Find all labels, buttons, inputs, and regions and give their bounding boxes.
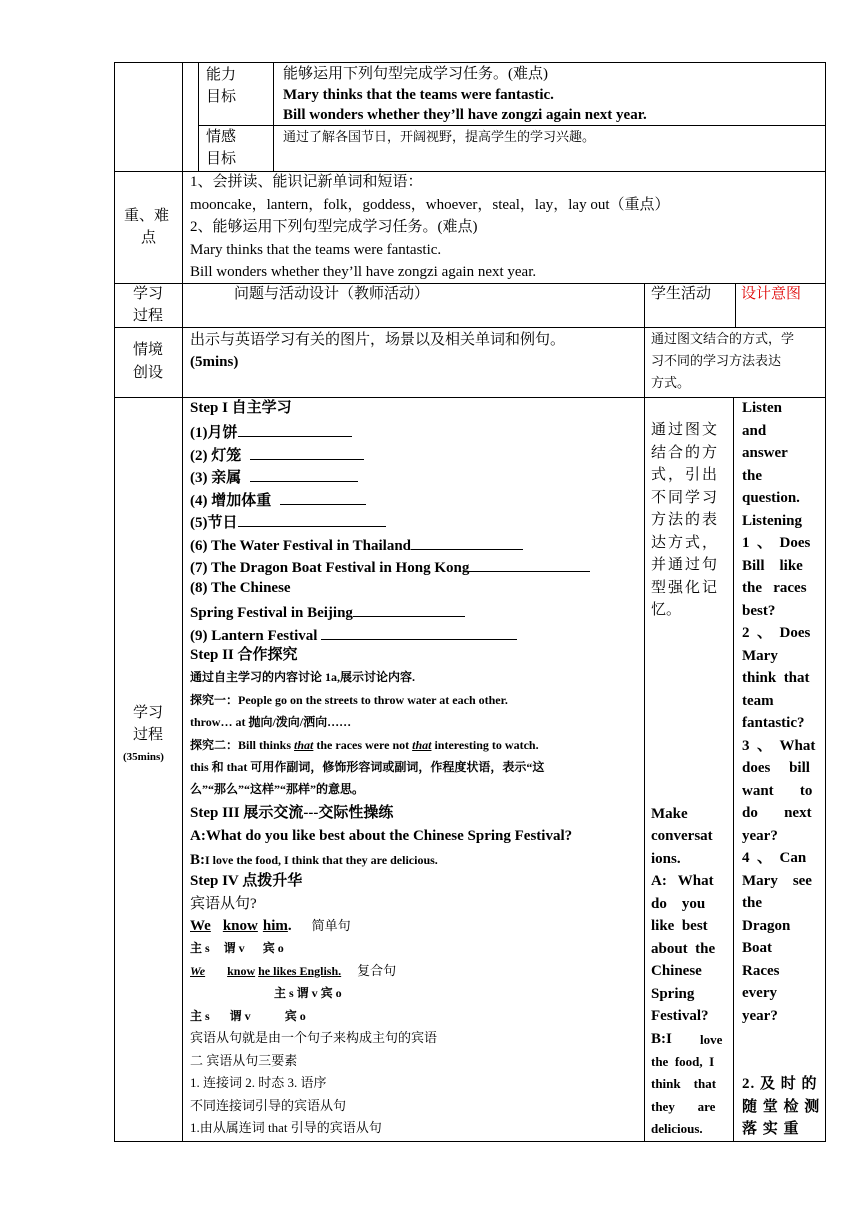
step2-line-3: throw… at 抛向/泼向/洒向……	[190, 715, 352, 729]
process-mins: (35mins)	[123, 751, 164, 763]
student-line: 通过图文	[651, 422, 720, 438]
vocab-item-4: (4) 增加体重	[190, 490, 366, 510]
vocab-item-1: (1)月饼	[190, 422, 352, 442]
step3-a: A:What do you like best about the Chinese Spring Festival?	[190, 828, 573, 844]
step2-line-1: 通过自主学习的内容讨论 1a,展示讨论内容.	[190, 670, 416, 684]
header-intent: 设计意图	[741, 286, 802, 302]
header-design: 问题与活动设计（教师活动）	[234, 286, 430, 302]
intent-line: 2 、 Does	[742, 625, 811, 641]
vocab-item-7: (7) The Dragon Boat Festival in Hong Kong	[190, 557, 590, 577]
student-b: the food, I	[651, 1054, 715, 1069]
step3-b: B:I love the food, I think that they are delicious.	[190, 852, 438, 868]
intent-line: year?	[742, 827, 778, 844]
step2-line-6: 么”“那么”“这样”“那样”的意思。	[190, 782, 365, 796]
intent-line: Mary	[742, 647, 778, 664]
vocab-item-5: (5)节日	[190, 512, 386, 532]
student-b: they are	[651, 1099, 716, 1114]
student-line: 并通过句	[651, 557, 720, 573]
student-a: about the	[651, 941, 716, 957]
student-b: think that	[651, 1076, 717, 1091]
scene-label-1: 情境	[133, 342, 164, 358]
intent-line: team	[742, 692, 774, 709]
intent-line: year?	[742, 1007, 778, 1024]
ability-label-2: 目标	[206, 89, 237, 105]
scene-label-2: 创设	[133, 365, 164, 381]
key-line-4: Mary thinks that the teams were fantastic.	[190, 242, 442, 258]
scene-text-2: (5mins)	[190, 354, 239, 370]
student-line: 式，引出	[651, 467, 720, 483]
step1-title: Step I 自主学习	[190, 400, 292, 416]
example-simple-parts: 主 s 谓 v 宾 o	[190, 941, 284, 955]
emotion-label-2: 目标	[206, 151, 237, 167]
intent-check: 随 堂 检 测	[742, 1099, 821, 1115]
intent-line: every	[742, 985, 777, 1001]
example-complex: We know he likes English. 复合句	[190, 963, 397, 978]
clause-connectors: 不同连接词引导的宾语从句	[190, 1098, 347, 1113]
intent-line: Dragon	[742, 917, 791, 934]
student-make: Make	[651, 806, 688, 822]
intent-line: the	[742, 895, 762, 911]
intent-line: question.	[742, 490, 800, 506]
step2-title: Step II 合作探究	[190, 647, 298, 663]
clause-that: 1.由从属连词 that 引导的宾语从句	[190, 1120, 382, 1135]
intent-line: Listen	[742, 400, 783, 416]
student-line: 方法的表	[651, 512, 720, 528]
example-complex-parts-2: 主 s 谓 v 宾 o	[190, 1009, 306, 1023]
key-line-5: Bill wonders whether they’ll have zongzi again next year.	[190, 264, 537, 280]
student-a: A: What	[651, 873, 714, 889]
intent-line: Boat	[742, 940, 772, 956]
step2-line-5: this 和 that 可用作副词，修饰形容词或副词，作程度状语，表示“这	[190, 760, 545, 774]
scene-intent-2: 习不同的学习方法表达	[651, 353, 782, 368]
intent-line: and	[742, 422, 767, 439]
intent-line: answer	[742, 445, 788, 461]
step2-line-2: 探究一：People go on the streets to throw water at each other.	[190, 693, 508, 707]
vocab-item-6: (6) The Water Festival in Thailand	[190, 535, 523, 555]
intent-line: the races	[742, 580, 807, 596]
intent-line: Races	[742, 962, 780, 979]
intent-line: fantastic?	[742, 715, 805, 731]
step3-title: Step III 展示交流---交际性操练	[190, 805, 394, 821]
step4-title: Step IV 点拨升华	[190, 873, 303, 889]
example-simple: We know him. 简单句	[190, 918, 351, 934]
intent-line: think that	[742, 670, 810, 686]
header-process-1: 学习	[133, 286, 164, 302]
scene-intent-3: 方式。	[651, 375, 691, 390]
ability-label-1: 能力	[206, 67, 237, 83]
student-line: 型强化记	[651, 580, 720, 596]
header-process-2: 过程	[133, 308, 164, 324]
student-a: Festival?	[651, 1008, 709, 1024]
ability-line-2: Mary thinks that the teams were fantastic.	[283, 87, 554, 103]
emotion-label-1: 情感	[206, 129, 237, 145]
clause-definition: 宾语从句就是由一个句子来构成主句的宾语	[190, 1030, 438, 1045]
key-line-3: 2、能够运用下列句型完成学习任务。(难点)	[190, 219, 478, 235]
student-make: ions.	[651, 851, 681, 867]
ability-line-1: 能够运用下列句型完成学习任务。(难点)	[283, 66, 548, 82]
vocab-item-8b: Spring Festival in Beijing	[190, 602, 465, 622]
step4-question: 宾语从句?	[190, 896, 257, 912]
vocab-item-8: (8) The Chinese	[190, 580, 291, 596]
intent-line: 3 、 What	[742, 737, 816, 754]
intent-line: do next	[742, 805, 812, 821]
student-line: 达方式，	[651, 535, 720, 551]
student-b: love	[700, 1032, 723, 1047]
vocab-item-3: (3) 亲属	[190, 467, 358, 487]
scene-text-1: 出示与英语学习有关的图片，场景以及相关单词和例句。	[190, 332, 566, 348]
student-line: 忆。	[651, 602, 682, 618]
intent-check: 落 实 重	[742, 1121, 800, 1137]
intent-line: the	[742, 467, 762, 484]
intent-line: best?	[742, 602, 776, 619]
key-line-1: 1、会拼读、能识记新单词和短语：	[190, 174, 423, 190]
key-label-2: 点	[141, 230, 157, 246]
emotion-text: 通过了解各国节日，开阔视野，提高学生的学习兴趣。	[283, 129, 596, 144]
student-a: like best	[651, 918, 708, 934]
vocab-item-9: (9) Lantern Festival	[190, 625, 517, 645]
intent-line: does bill	[742, 760, 810, 776]
student-a: Spring	[651, 986, 695, 1002]
intent-line: Bill like	[742, 557, 803, 574]
student-a: Chinese	[651, 963, 702, 979]
student-make: conversat	[651, 828, 713, 844]
process-label-2: 过程	[133, 727, 164, 743]
vocab-item-2: (2) 灯笼	[190, 445, 364, 465]
intent-line: Listening	[742, 512, 803, 529]
intent-line: 4 、 Can	[742, 850, 807, 866]
ability-line-3: Bill wonders whether they’ll have zongzi again next year.	[283, 107, 647, 123]
student-line: 不同学习	[651, 490, 720, 506]
key-line-2: mooncake，lantern，folk，goddess，whoever，steal，lay，lay out（重点）	[190, 197, 670, 213]
step2-line-4: 探究二：Bill thinks that the races were not that interesting to watch.	[190, 738, 539, 752]
process-label-1: 学习	[133, 705, 164, 721]
example-complex-parts: 主 s 谓 v 宾 o	[274, 986, 342, 1000]
scene-intent-1: 通过图文结合的方式，学	[651, 331, 795, 346]
header-student: 学生活动	[651, 286, 712, 302]
intent-line: Mary see	[742, 872, 812, 889]
intent-line: 1 、 Does	[742, 535, 811, 551]
student-b: delicious.	[651, 1121, 703, 1136]
intent-check: 2. 及 时 的	[742, 1076, 818, 1092]
intent-line: want to	[742, 782, 813, 799]
student-line: 结合的方	[651, 445, 720, 461]
clause-elements-list: 1. 连接词 2. 时态 3. 语序	[190, 1075, 327, 1090]
student-a: B:I	[651, 1031, 672, 1047]
key-label-1: 重、难	[124, 208, 170, 224]
student-a: do you	[651, 896, 706, 912]
clause-three-elements: 二 宾语从句三要素	[190, 1053, 298, 1068]
